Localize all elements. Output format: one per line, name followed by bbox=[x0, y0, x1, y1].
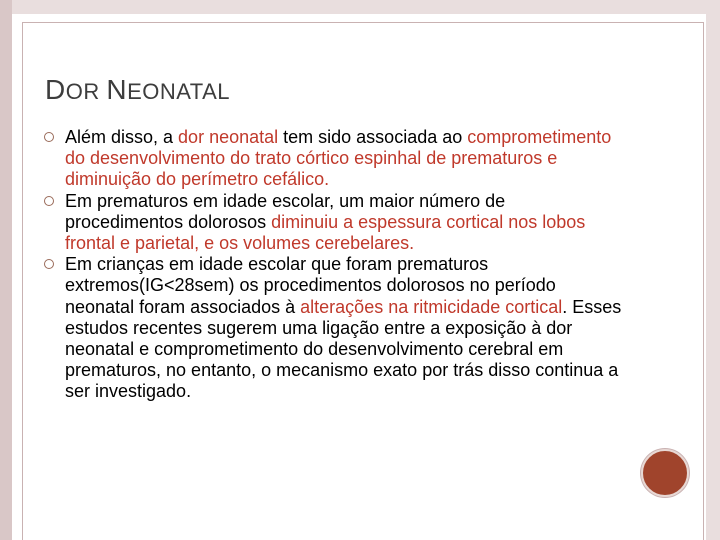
title-small-2: EONATAL bbox=[127, 79, 231, 104]
bullet-circle-icon bbox=[44, 259, 54, 269]
bullet-item-2 bbox=[44, 191, 624, 255]
bullet-3-highlight-1: alterações na ritmicidade cortical bbox=[300, 296, 563, 317]
bullet-item-1 bbox=[44, 127, 624, 191]
title-cap-n: N bbox=[106, 74, 128, 105]
bullet-2-text-1: Em prematuros em idade escolar, um maior número de procedimentos dolorosos bbox=[65, 190, 506, 232]
title-small-1: OR bbox=[65, 79, 107, 104]
title-cap-d: D bbox=[45, 74, 66, 105]
frame-line-right bbox=[703, 22, 704, 540]
bullet-circle-icon bbox=[44, 132, 54, 142]
frame-left-bar bbox=[0, 0, 12, 540]
frame-line-top bbox=[22, 22, 704, 23]
bullet-1-highlight-1: dor neonatal bbox=[178, 127, 279, 147]
frame-line-left bbox=[22, 22, 23, 540]
bullet-3-text-2: . Esses estudos recentes sugerem uma ligação entre a exposição à dor neonatal e comprometimento do desenvolvimento cerebral em prematuros, no entanto, o mecanismo exato por trás disso continua a ser investigado. bbox=[65, 296, 622, 402]
slide-title bbox=[45, 76, 230, 104]
bullet-2-highlight-1: diminuiu a espessura cortical nos lobos frontal e parietal, e os volumes cerebelares. bbox=[65, 211, 586, 254]
bullet-1-text-2: tem sido associada ao bbox=[278, 127, 468, 147]
frame-right-bar bbox=[706, 14, 720, 540]
bullet-1-highlight-2: comprometimento do desenvolvimento do trato córtico espinhal de prematuros e diminuição do perímetro cefálico. bbox=[65, 127, 612, 190]
bullet-item-3 bbox=[44, 254, 624, 402]
decorative-circle bbox=[641, 449, 689, 497]
bullet-list bbox=[44, 127, 624, 403]
bullet-circle-icon bbox=[44, 196, 54, 206]
frame-top-bar bbox=[12, 0, 720, 14]
bullet-3-text-1: Em crianças em idade escolar que foram prematuros extremos(IG<28sem) os procedimentos dolorosos no período neonatal foram associados à bbox=[65, 254, 556, 317]
bullet-1-text-1: Além disso, a bbox=[65, 127, 179, 147]
